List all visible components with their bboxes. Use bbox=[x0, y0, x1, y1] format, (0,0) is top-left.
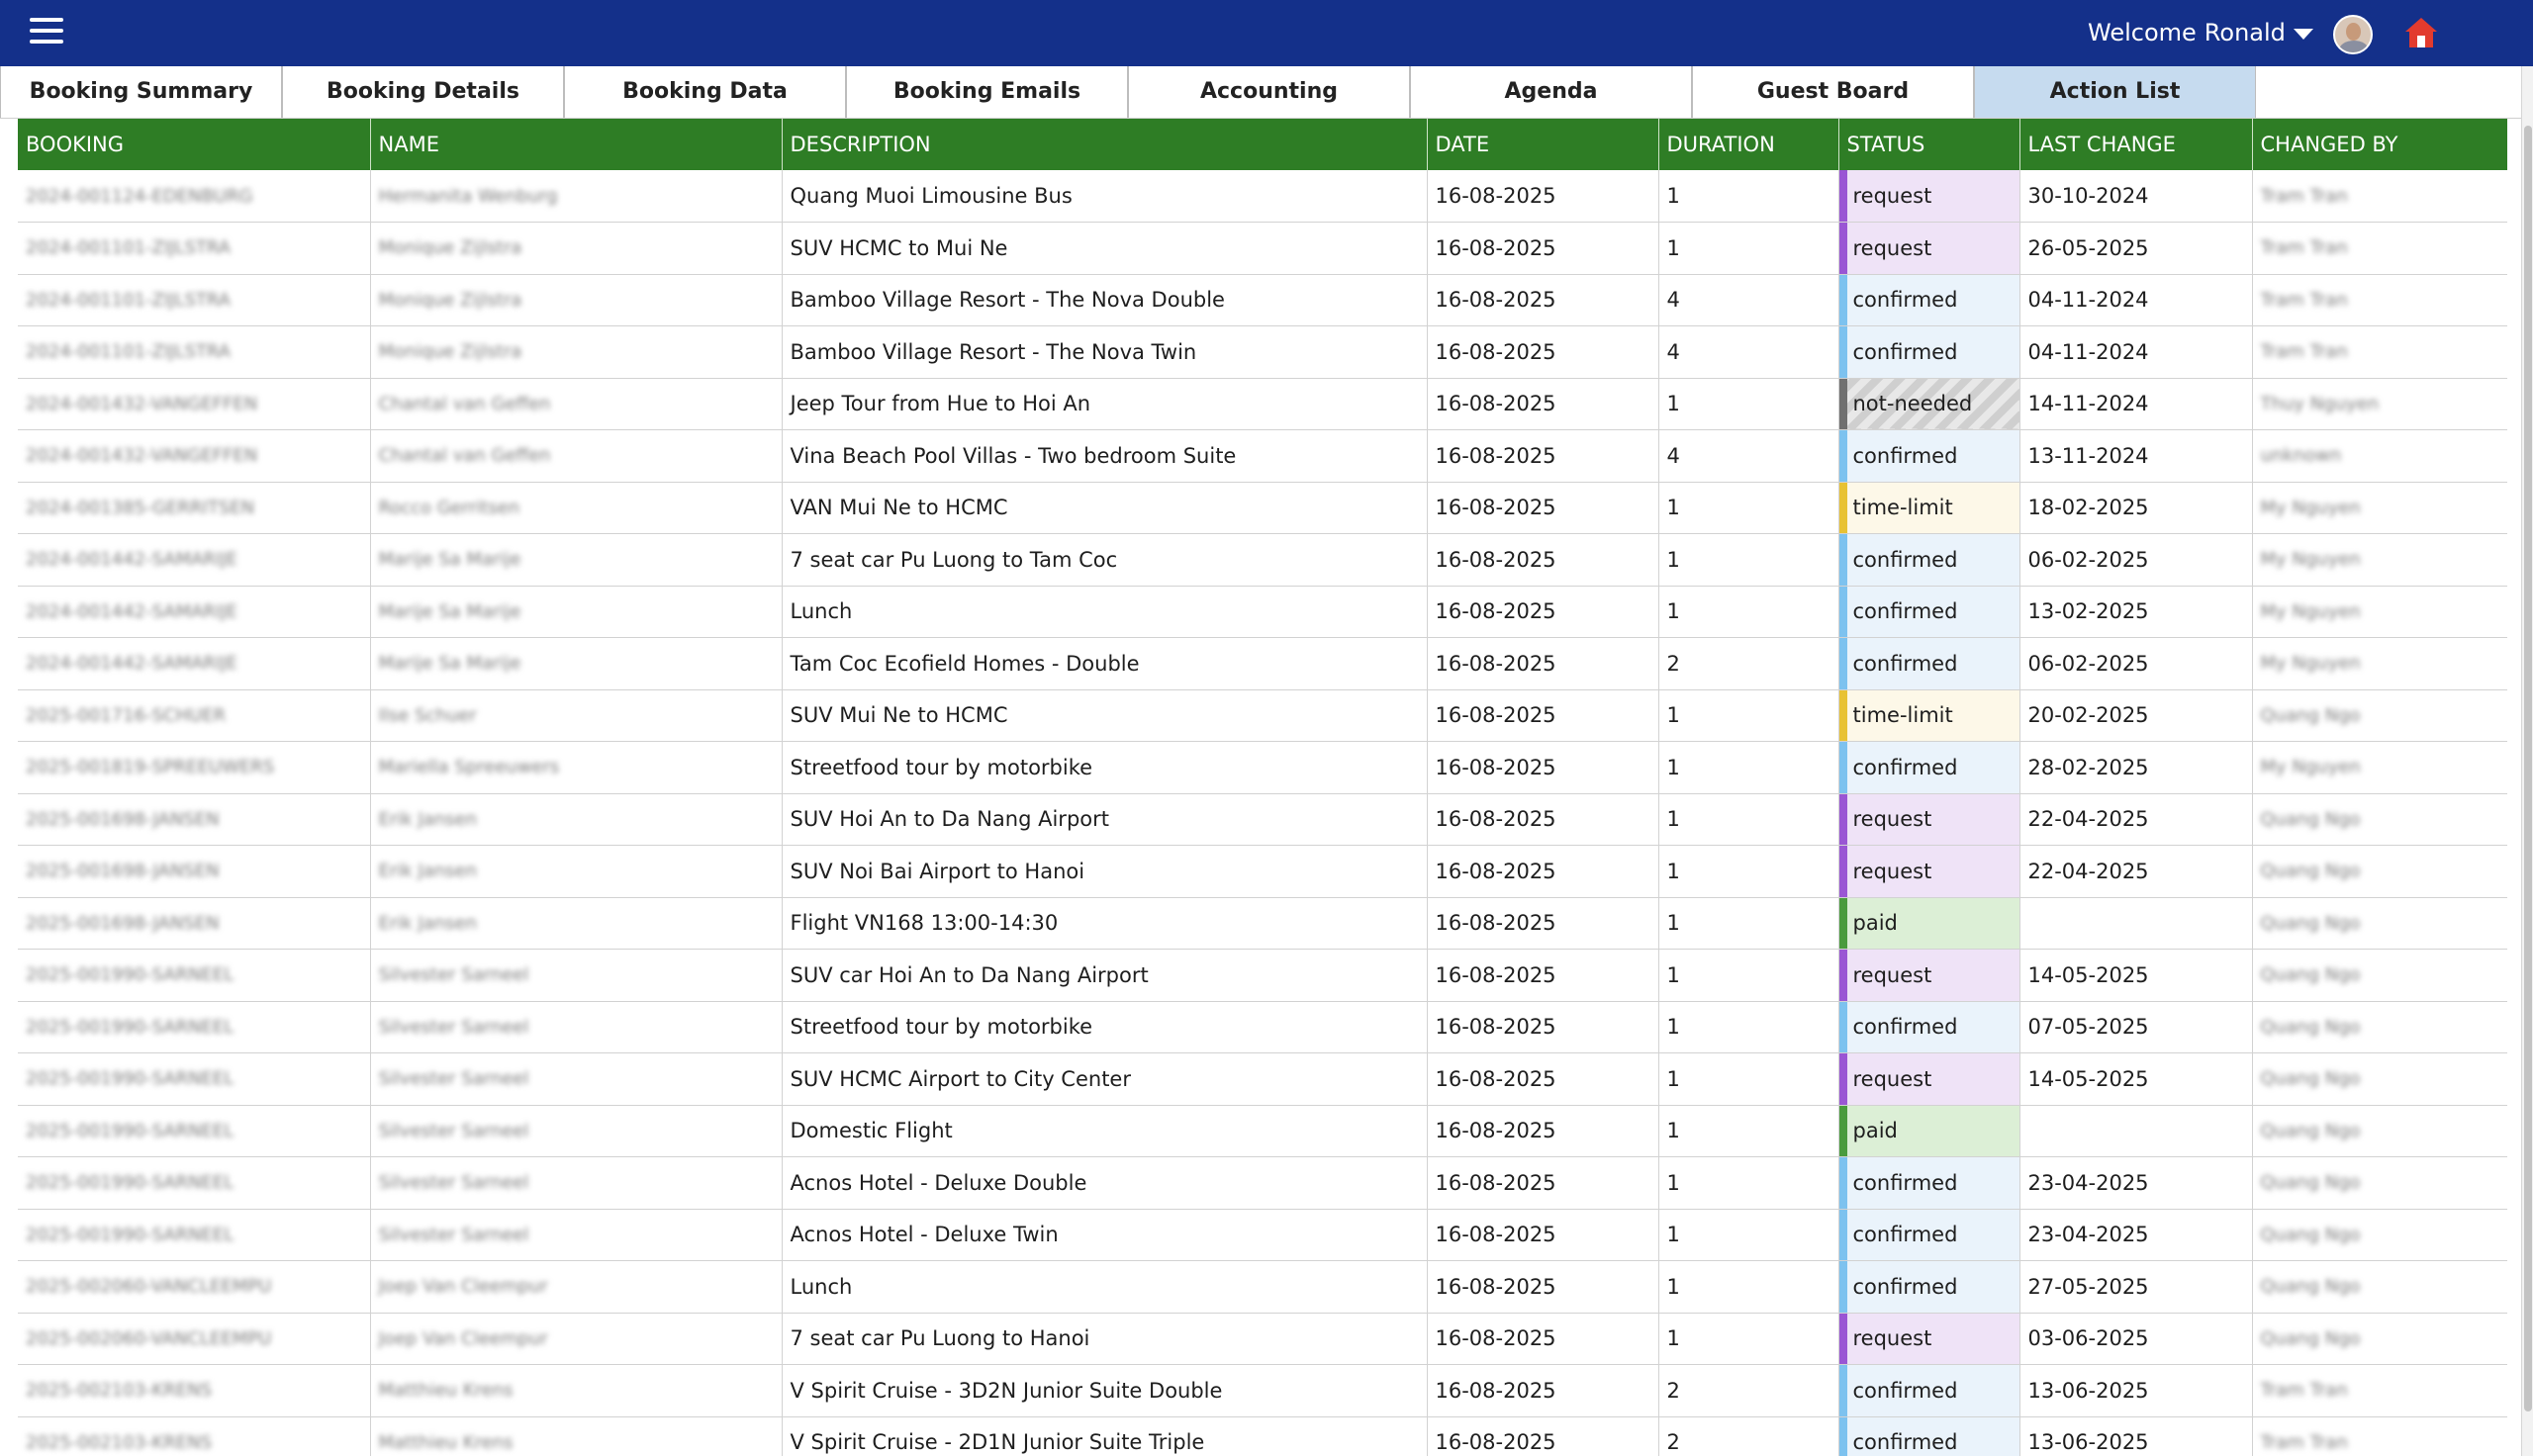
cell-changed-by: Quang Ngo bbox=[2252, 950, 2507, 1002]
cell-description: Acnos Hotel - Deluxe Twin bbox=[782, 1209, 1427, 1261]
cell-last-change: 23-04-2025 bbox=[2019, 1157, 2252, 1210]
cell-duration: 1 bbox=[1658, 170, 1838, 223]
cell-description: 7 seat car Pu Luong to Tam Coc bbox=[782, 534, 1427, 587]
cell-description: Acnos Hotel - Deluxe Double bbox=[782, 1157, 1427, 1210]
tab-accounting[interactable]: Accounting bbox=[1128, 66, 1410, 118]
cell-last-change: 06-02-2025 bbox=[2019, 638, 2252, 690]
table-row[interactable] bbox=[18, 326, 2507, 379]
cell-duration: 1 bbox=[1658, 223, 1838, 275]
table-row[interactable] bbox=[18, 1416, 2507, 1456]
cell-date: 16-08-2025 bbox=[1427, 378, 1658, 430]
table-row[interactable] bbox=[18, 1209, 2507, 1261]
cell-duration: 1 bbox=[1658, 1313, 1838, 1365]
cell-booking: 2025-002060-VANCLEEMPU bbox=[18, 1313, 370, 1365]
table-row[interactable] bbox=[18, 1365, 2507, 1417]
cell-status: paid bbox=[1838, 897, 2019, 950]
cell-duration: 2 bbox=[1658, 1365, 1838, 1417]
column-header-duration[interactable]: DURATION bbox=[1658, 119, 1838, 170]
cell-duration: 1 bbox=[1658, 1105, 1838, 1157]
cell-duration: 2 bbox=[1658, 638, 1838, 690]
cell-changed-by: Quang Ngo bbox=[2252, 1001, 2507, 1053]
tab-action-list[interactable]: Action List bbox=[1974, 66, 2256, 118]
cell-booking: 2025-001990-SARNEEL bbox=[18, 1105, 370, 1157]
cell-date: 16-08-2025 bbox=[1427, 1157, 1658, 1210]
cell-duration: 4 bbox=[1658, 326, 1838, 379]
cell-booking: 2025-001819-SPREEUWERS bbox=[18, 742, 370, 794]
cell-changed-by: Quang Ngo bbox=[2252, 1105, 2507, 1157]
cell-booking: 2025-001698-JANSEN bbox=[18, 846, 370, 898]
cell-status: confirmed bbox=[1838, 1001, 2019, 1053]
cell-booking: 2024-001442-SAMARIJE bbox=[18, 534, 370, 587]
column-header-name[interactable]: NAME bbox=[370, 119, 782, 170]
cell-duration: 1 bbox=[1658, 378, 1838, 430]
cell-date: 16-08-2025 bbox=[1427, 223, 1658, 275]
cell-name: Erik Jansen bbox=[370, 793, 782, 846]
cell-date: 16-08-2025 bbox=[1427, 638, 1658, 690]
cell-name: Hermanita Wenburg bbox=[370, 170, 782, 223]
cell-booking: 2025-002060-VANCLEEMPU bbox=[18, 1261, 370, 1314]
cell-duration: 4 bbox=[1658, 430, 1838, 483]
cell-description: SUV HCMC Airport to City Center bbox=[782, 1053, 1427, 1106]
column-header-description[interactable]: DESCRIPTION bbox=[782, 119, 1427, 170]
column-header-date[interactable]: DATE bbox=[1427, 119, 1658, 170]
cell-booking: 2024-001101-ZIJLSTRA bbox=[18, 274, 370, 326]
cell-name: Silvester Sarneel bbox=[370, 1105, 782, 1157]
cell-description: Quang Muoi Limousine Bus bbox=[782, 170, 1427, 223]
cell-duration: 1 bbox=[1658, 1053, 1838, 1106]
cell-duration: 1 bbox=[1658, 1261, 1838, 1314]
cell-name: Ilse Schuer bbox=[370, 689, 782, 742]
cell-status: confirmed bbox=[1838, 274, 2019, 326]
cell-last-change: 04-11-2024 bbox=[2019, 274, 2252, 326]
cell-booking: 2025-001990-SARNEEL bbox=[18, 1001, 370, 1053]
cell-status: not-needed bbox=[1838, 378, 2019, 430]
cell-status: confirmed bbox=[1838, 742, 2019, 794]
cell-booking: 2025-001990-SARNEEL bbox=[18, 1157, 370, 1210]
cell-changed-by: unknown bbox=[2252, 430, 2507, 483]
table-row[interactable] bbox=[18, 793, 2507, 846]
cell-last-change: 20-02-2025 bbox=[2019, 689, 2252, 742]
cell-duration: 1 bbox=[1658, 742, 1838, 794]
cell-last-change: 14-05-2025 bbox=[2019, 1053, 2252, 1106]
cell-duration: 1 bbox=[1658, 482, 1838, 534]
cell-status: confirmed bbox=[1838, 1365, 2019, 1417]
cell-name: Rocco Gerritsen bbox=[370, 482, 782, 534]
cell-name: Chantal van Geffen bbox=[370, 378, 782, 430]
vertical-scrollbar[interactable] bbox=[2521, 66, 2533, 1456]
cell-description: Streetfood tour by motorbike bbox=[782, 742, 1427, 794]
column-header-status[interactable]: STATUS bbox=[1838, 119, 2019, 170]
cell-changed-by: Quang Ngo bbox=[2252, 1157, 2507, 1210]
cell-changed-by: My Nguyen bbox=[2252, 482, 2507, 534]
cell-date: 16-08-2025 bbox=[1427, 1313, 1658, 1365]
cell-changed-by: Quang Ngo bbox=[2252, 1313, 2507, 1365]
cell-description: Bamboo Village Resort - The Nova Double bbox=[782, 274, 1427, 326]
cell-name: Erik Jansen bbox=[370, 897, 782, 950]
cell-changed-by: Tram Tran bbox=[2252, 1416, 2507, 1456]
home-icon[interactable] bbox=[2402, 14, 2440, 51]
cell-status: request bbox=[1838, 223, 2019, 275]
tab-booking-details[interactable]: Booking Details bbox=[282, 66, 564, 118]
cell-status: request bbox=[1838, 793, 2019, 846]
cell-name: Erik Jansen bbox=[370, 846, 782, 898]
cell-name: Monique Zijlstra bbox=[370, 326, 782, 379]
cell-description: Jeep Tour from Hue to Hoi An bbox=[782, 378, 1427, 430]
table-row[interactable] bbox=[18, 742, 2507, 794]
cell-date: 16-08-2025 bbox=[1427, 326, 1658, 379]
cell-duration: 1 bbox=[1658, 897, 1838, 950]
welcome-text bbox=[2088, 0, 2286, 66]
tab-bar bbox=[0, 66, 2521, 119]
cell-duration: 1 bbox=[1658, 534, 1838, 587]
cell-changed-by: My Nguyen bbox=[2252, 638, 2507, 690]
table-row[interactable] bbox=[18, 897, 2507, 950]
cell-booking: 2024-001442-SAMARIJE bbox=[18, 586, 370, 638]
cell-last-change: 13-11-2024 bbox=[2019, 430, 2252, 483]
cell-status: request bbox=[1838, 1313, 2019, 1365]
cell-last-change: 22-04-2025 bbox=[2019, 793, 2252, 846]
cell-booking: 2024-001442-SAMARIJE bbox=[18, 638, 370, 690]
cell-last-change: 30-10-2024 bbox=[2019, 170, 2252, 223]
column-header-changed-by[interactable]: CHANGED BY bbox=[2252, 119, 2507, 170]
table-row[interactable] bbox=[18, 378, 2507, 430]
cell-duration: 1 bbox=[1658, 846, 1838, 898]
table-body bbox=[18, 170, 2507, 1456]
cell-last-change: 27-05-2025 bbox=[2019, 1261, 2252, 1314]
cell-changed-by: Quang Ngo bbox=[2252, 1053, 2507, 1106]
cell-booking: 2025-002103-KRENS bbox=[18, 1416, 370, 1456]
cell-name: Mariella Spreeuwers bbox=[370, 742, 782, 794]
cell-last-change: 14-05-2025 bbox=[2019, 950, 2252, 1002]
cell-changed-by: Tram Tran bbox=[2252, 223, 2507, 275]
user-name[interactable]: Ronald bbox=[2204, 19, 2286, 46]
cell-duration: 1 bbox=[1658, 793, 1838, 846]
cell-description: SUV Hoi An to Da Nang Airport bbox=[782, 793, 1427, 846]
cell-description: SUV Noi Bai Airport to Hanoi bbox=[782, 846, 1427, 898]
cell-status: request bbox=[1838, 950, 2019, 1002]
cell-duration: 1 bbox=[1658, 1209, 1838, 1261]
cell-name: Marije Sa Marije bbox=[370, 586, 782, 638]
cell-last-change: 13-06-2025 bbox=[2019, 1365, 2252, 1417]
cell-description: Flight VN168 13:00-14:30 bbox=[782, 897, 1427, 950]
cell-description: SUV Mui Ne to HCMC bbox=[782, 689, 1427, 742]
cell-date: 16-08-2025 bbox=[1427, 430, 1658, 483]
cell-changed-by: My Nguyen bbox=[2252, 534, 2507, 587]
cell-last-change: 28-02-2025 bbox=[2019, 742, 2252, 794]
cell-booking: 2025-001698-JANSEN bbox=[18, 897, 370, 950]
cell-name: Marije Sa Marije bbox=[370, 638, 782, 690]
tab-agenda[interactable]: Agenda bbox=[1410, 66, 1692, 118]
cell-status: paid bbox=[1838, 1105, 2019, 1157]
cell-date: 16-08-2025 bbox=[1427, 897, 1658, 950]
cell-duration: 4 bbox=[1658, 274, 1838, 326]
cell-changed-by: Quang Ngo bbox=[2252, 846, 2507, 898]
cell-date: 16-08-2025 bbox=[1427, 1053, 1658, 1106]
cell-description: Lunch bbox=[782, 1261, 1427, 1314]
cell-date: 16-08-2025 bbox=[1427, 1365, 1658, 1417]
tab-booking-data[interactable]: Booking Data bbox=[564, 66, 846, 118]
cell-last-change: 23-04-2025 bbox=[2019, 1209, 2252, 1261]
cell-changed-by: Quang Ngo bbox=[2252, 689, 2507, 742]
cell-booking: 2024-001432-VANGEFFEN bbox=[18, 430, 370, 483]
table-row[interactable] bbox=[18, 170, 2507, 223]
cell-name: Joep Van Cleempur bbox=[370, 1261, 782, 1314]
cell-status: confirmed bbox=[1838, 1157, 2019, 1210]
cell-last-change: 07-05-2025 bbox=[2019, 1001, 2252, 1053]
table-row[interactable] bbox=[18, 430, 2507, 483]
cell-date: 16-08-2025 bbox=[1427, 1105, 1658, 1157]
cell-status: confirmed bbox=[1838, 1209, 2019, 1261]
cell-changed-by: Tram Tran bbox=[2252, 170, 2507, 223]
cell-name: Monique Zijlstra bbox=[370, 223, 782, 275]
tab-guest-board[interactable]: Guest Board bbox=[1692, 66, 1974, 118]
cell-last-change: 13-06-2025 bbox=[2019, 1416, 2252, 1456]
cell-booking: 2025-002103-KRENS bbox=[18, 1365, 370, 1417]
cell-duration: 1 bbox=[1658, 1001, 1838, 1053]
cell-date: 16-08-2025 bbox=[1427, 689, 1658, 742]
cell-booking: 2025-001698-JANSEN bbox=[18, 793, 370, 846]
top-bar bbox=[0, 0, 2533, 66]
cell-status: confirmed bbox=[1838, 586, 2019, 638]
cell-name: Marije Sa Marije bbox=[370, 534, 782, 587]
chevron-down-icon[interactable] bbox=[2294, 29, 2313, 40]
cell-date: 16-08-2025 bbox=[1427, 170, 1658, 223]
cell-booking: 2025-001990-SARNEEL bbox=[18, 1209, 370, 1261]
avatar[interactable] bbox=[2333, 15, 2373, 54]
cell-name: Matthieu Krens bbox=[370, 1365, 782, 1417]
cell-changed-by: My Nguyen bbox=[2252, 586, 2507, 638]
cell-status: confirmed bbox=[1838, 326, 2019, 379]
cell-status: confirmed bbox=[1838, 1416, 2019, 1456]
cell-name: Silvester Sarneel bbox=[370, 950, 782, 1002]
table-row[interactable] bbox=[18, 1053, 2507, 1106]
tab-booking-emails[interactable]: Booking Emails bbox=[846, 66, 1128, 118]
cell-status: confirmed bbox=[1838, 638, 2019, 690]
cell-duration: 1 bbox=[1658, 586, 1838, 638]
column-header-last-change[interactable]: LAST CHANGE bbox=[2019, 119, 2252, 170]
cell-name: Matthieu Krens bbox=[370, 1416, 782, 1456]
cell-booking: 2024-001124-EDENBURG bbox=[18, 170, 370, 223]
cell-description: SUV car Hoi An to Da Nang Airport bbox=[782, 950, 1427, 1002]
cell-changed-by: My Nguyen bbox=[2252, 742, 2507, 794]
cell-last-change: 03-06-2025 bbox=[2019, 1313, 2252, 1365]
cell-last-change: 22-04-2025 bbox=[2019, 846, 2252, 898]
cell-last-change: 14-11-2024 bbox=[2019, 378, 2252, 430]
cell-date: 16-08-2025 bbox=[1427, 846, 1658, 898]
cell-last-change: 26-05-2025 bbox=[2019, 223, 2252, 275]
scrollbar-thumb[interactable] bbox=[2524, 126, 2532, 1411]
cell-name: Silvester Sarneel bbox=[370, 1001, 782, 1053]
cell-duration: 1 bbox=[1658, 689, 1838, 742]
cell-date: 16-08-2025 bbox=[1427, 950, 1658, 1002]
cell-date: 16-08-2025 bbox=[1427, 742, 1658, 794]
cell-changed-by: Quang Ngo bbox=[2252, 793, 2507, 846]
cell-booking: 2025-001716-SCHUER bbox=[18, 689, 370, 742]
cell-name: Silvester Sarneel bbox=[370, 1157, 782, 1210]
cell-name: Silvester Sarneel bbox=[370, 1053, 782, 1106]
cell-date: 16-08-2025 bbox=[1427, 274, 1658, 326]
cell-status: time-limit bbox=[1838, 689, 2019, 742]
cell-booking: 2024-001101-ZIJLSTRA bbox=[18, 326, 370, 379]
table-row[interactable] bbox=[18, 586, 2507, 638]
table-row[interactable] bbox=[18, 1313, 2507, 1365]
cell-booking: 2024-001101-ZIJLSTRA bbox=[18, 223, 370, 275]
cell-changed-by: Thuy Nguyen bbox=[2252, 378, 2507, 430]
cell-status: confirmed bbox=[1838, 534, 2019, 587]
cell-last-change: 18-02-2025 bbox=[2019, 482, 2252, 534]
table-row[interactable] bbox=[18, 223, 2507, 275]
table-row[interactable] bbox=[18, 638, 2507, 690]
action-list-table bbox=[18, 119, 2507, 1456]
cell-changed-by: Tram Tran bbox=[2252, 326, 2507, 379]
cell-duration: 1 bbox=[1658, 950, 1838, 1002]
cell-last-change bbox=[2019, 1105, 2252, 1157]
cell-name: Monique Zijlstra bbox=[370, 274, 782, 326]
cell-description: Lunch bbox=[782, 586, 1427, 638]
cell-description: 7 seat car Pu Luong to Hanoi bbox=[782, 1313, 1427, 1365]
cell-description: Domestic Flight bbox=[782, 1105, 1427, 1157]
cell-booking: 2025-001990-SARNEEL bbox=[18, 1053, 370, 1106]
table-row[interactable] bbox=[18, 689, 2507, 742]
cell-last-change bbox=[2019, 897, 2252, 950]
cell-last-change: 04-11-2024 bbox=[2019, 326, 2252, 379]
table-row[interactable] bbox=[18, 846, 2507, 898]
table-row[interactable] bbox=[18, 534, 2507, 587]
cell-duration: 2 bbox=[1658, 1416, 1838, 1456]
tab-booking-summary[interactable]: Booking Summary bbox=[0, 66, 282, 118]
table-row[interactable] bbox=[18, 482, 2507, 534]
cell-date: 16-08-2025 bbox=[1427, 1261, 1658, 1314]
cell-description: VAN Mui Ne to HCMC bbox=[782, 482, 1427, 534]
cell-name: Silvester Sarneel bbox=[370, 1209, 782, 1261]
table-row[interactable] bbox=[18, 1105, 2507, 1157]
column-header-booking[interactable]: BOOKING bbox=[18, 119, 370, 170]
cell-date: 16-08-2025 bbox=[1427, 586, 1658, 638]
cell-duration: 1 bbox=[1658, 1157, 1838, 1210]
welcome-label: Welcome bbox=[2088, 19, 2197, 46]
table-row[interactable] bbox=[18, 274, 2507, 326]
cell-description: Streetfood tour by motorbike bbox=[782, 1001, 1427, 1053]
cell-date: 16-08-2025 bbox=[1427, 1416, 1658, 1456]
cell-date: 16-08-2025 bbox=[1427, 1001, 1658, 1053]
table-row[interactable] bbox=[18, 1261, 2507, 1314]
table-row[interactable] bbox=[18, 1157, 2507, 1210]
cell-date: 16-08-2025 bbox=[1427, 534, 1658, 587]
cell-booking: 2024-001385-GERRITSEN bbox=[18, 482, 370, 534]
cell-changed-by: Quang Ngo bbox=[2252, 1209, 2507, 1261]
table-header-row bbox=[18, 119, 2507, 170]
cell-description: Bamboo Village Resort - The Nova Twin bbox=[782, 326, 1427, 379]
cell-date: 16-08-2025 bbox=[1427, 1209, 1658, 1261]
cell-description: V Spirit Cruise - 2D1N Junior Suite Triple bbox=[782, 1416, 1427, 1456]
cell-changed-by: Tram Tran bbox=[2252, 274, 2507, 326]
cell-status: time-limit bbox=[1838, 482, 2019, 534]
cell-status: request bbox=[1838, 170, 2019, 223]
cell-description: Vina Beach Pool Villas - Two bedroom Suite bbox=[782, 430, 1427, 483]
table-row[interactable] bbox=[18, 1001, 2507, 1053]
cell-description: SUV HCMC to Mui Ne bbox=[782, 223, 1427, 275]
cell-name: Chantal van Geffen bbox=[370, 430, 782, 483]
cell-changed-by: Quang Ngo bbox=[2252, 897, 2507, 950]
cell-date: 16-08-2025 bbox=[1427, 482, 1658, 534]
cell-booking: 2024-001432-VANGEFFEN bbox=[18, 378, 370, 430]
cell-name: Joep Van Cleempur bbox=[370, 1313, 782, 1365]
cell-status: request bbox=[1838, 846, 2019, 898]
cell-last-change: 06-02-2025 bbox=[2019, 534, 2252, 587]
cell-description: V Spirit Cruise - 3D2N Junior Suite Double bbox=[782, 1365, 1427, 1417]
table-row[interactable] bbox=[18, 950, 2507, 1002]
cell-description: Tam Coc Ecofield Homes - Double bbox=[782, 638, 1427, 690]
action-list-table-container bbox=[18, 119, 2507, 1456]
cell-booking: 2025-001990-SARNEEL bbox=[18, 950, 370, 1002]
cell-status: confirmed bbox=[1838, 1261, 2019, 1314]
cell-date: 16-08-2025 bbox=[1427, 793, 1658, 846]
menu-icon[interactable] bbox=[30, 18, 63, 47]
cell-last-change: 13-02-2025 bbox=[2019, 586, 2252, 638]
cell-status: request bbox=[1838, 1053, 2019, 1106]
cell-status: confirmed bbox=[1838, 430, 2019, 483]
cell-changed-by: Tram Tran bbox=[2252, 1365, 2507, 1417]
cell-changed-by: Quang Ngo bbox=[2252, 1261, 2507, 1314]
